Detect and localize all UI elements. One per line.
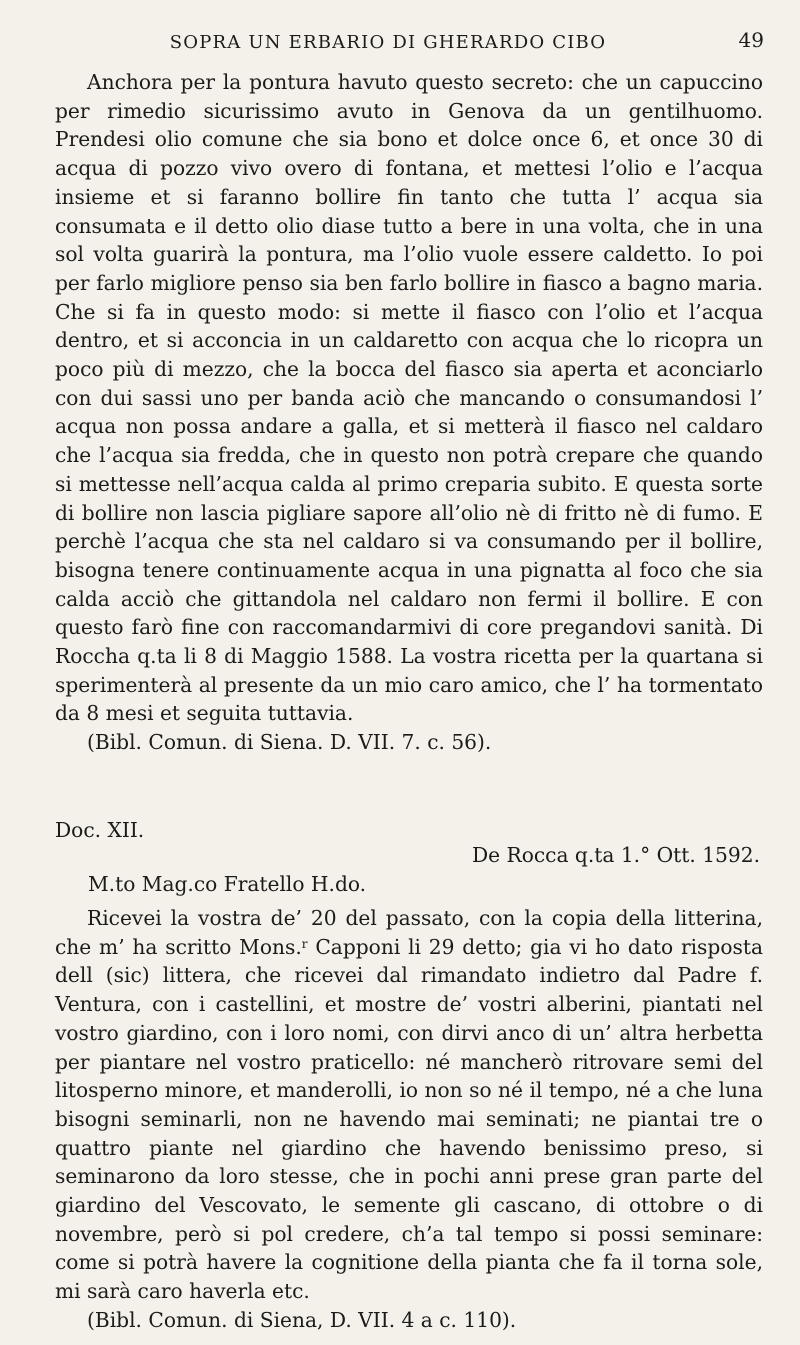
- paragraph-2-start: Ricevei la vostra de’ 20 del passato, con la copia della litterina, che m’ ha scritto Mons.: [55, 906, 763, 959]
- dateline: De Rocca q.ta 1.° Ott. 1592.: [471, 843, 760, 867]
- paragraph-2: [55, 904, 763, 1306]
- paragraph-1: Anchora per la pontura havuto questo secreto: che un capuccino per rimedio sicurissimo avuto in Genova da un gentilhuomo. Prendesi olio comune che sia bono et dolce once 6, et once 30 di acqua di pozzo vivo overo di fontana, et mettesi l’olio e l’acqua insieme et si faranno bollire fin tanto che tutta l’ acqua sia consumata e il detto olio diase tutto a bere in una volta, che in una sol volta guarirà la pontura, ma l’olio vuole essere caldetto. Io poi per farlo migliore penso sia ben farlo bollire in fiasco a bagno maria. Che si fa in questo modo: si mette il fiasco con l’olio et l’acqua dentro, et si acconcia in un caldaretto con acqua che lo ricopra un poco più di mezzo, che la bocca del fiasco sia aperta et aconciarlo con dui sassi uno per banda aciò che mancando o consumandosi l’ acqua non possa andare a galla, et si metterà il fiasco nel caldaro che l’acqua sia fredda, che in questo non potrà crepare che quando si mettesse nell’acqua calda al primo creparia subito. E questa sorte di bollire non lascia pigliare sapore all’olio nè di fritto nè di fumo. E perchè l’acqua che sta nel caldaro si va consumando per il bollire, bisogna tenere continuamente acqua in una pignatta al foco che sia calda acciò che gittandola nel caldaro non fermi il bollire. E con questo farò fine con raccomandarmivi di core pregandovi sanità. Di Roccha q.ta li 8 di Maggio 1588. La vostra ricetta per la quartana si sperimenterà al presente da un mio caro amico, che l’ ha tormentato da 8 mesi et seguita tuttavia.: [55, 70, 763, 726]
- paragraph-2-rest: Capponi li 29 detto; gia vi ho dato risposta dell (sic) littera, che ricevei dal rimandato indietro dal Padre f. Ventura, con i castellini, et mostre de’ vostri alberini, piantati nel vostro giardino, con i loro nomi, con dirvi anco di un’ altra herbetta per piantare nel vostro praticello: né mancherò ritrovare semi del litosperno minore, et manderolli, io non so né il tempo, né a che luna bisogni seminarli, non ne havendo mai seminati; ne piantai tre o quattro piante nel giardino che havendo benissimo preso, si seminarono da loro stesse, che in pochi anni prese gran parte del giardino del Vescovato, le semente gli cascano, di ottobre o di novembre, però si pol credere, ch’a tal tempo si possi seminare: come si potrà havere la cognitione della pianta che fa il torna sole, mi sarà caro haverla etc.: [55, 934, 763, 1304]
- document-label: Doc. XII.: [55, 818, 145, 842]
- running-title: SOPRA UN ERBARIO DI GHERARDO CIBO: [169, 32, 607, 53]
- page-number: 49: [738, 28, 764, 52]
- superscript-r: r: [301, 936, 308, 951]
- citation-1: (Bibl. Comun. di Siena. D. VII. 7. c. 56).: [87, 730, 492, 755]
- citation-2: (Bibl. Comun. di Siena, D. VII. 4 a c. 110).: [87, 1307, 517, 1332]
- salutation: M.to Mag.co Fratello H.do.: [88, 872, 367, 896]
- letter-text-2: [55, 904, 763, 1335]
- letter-text-1: [55, 68, 763, 757]
